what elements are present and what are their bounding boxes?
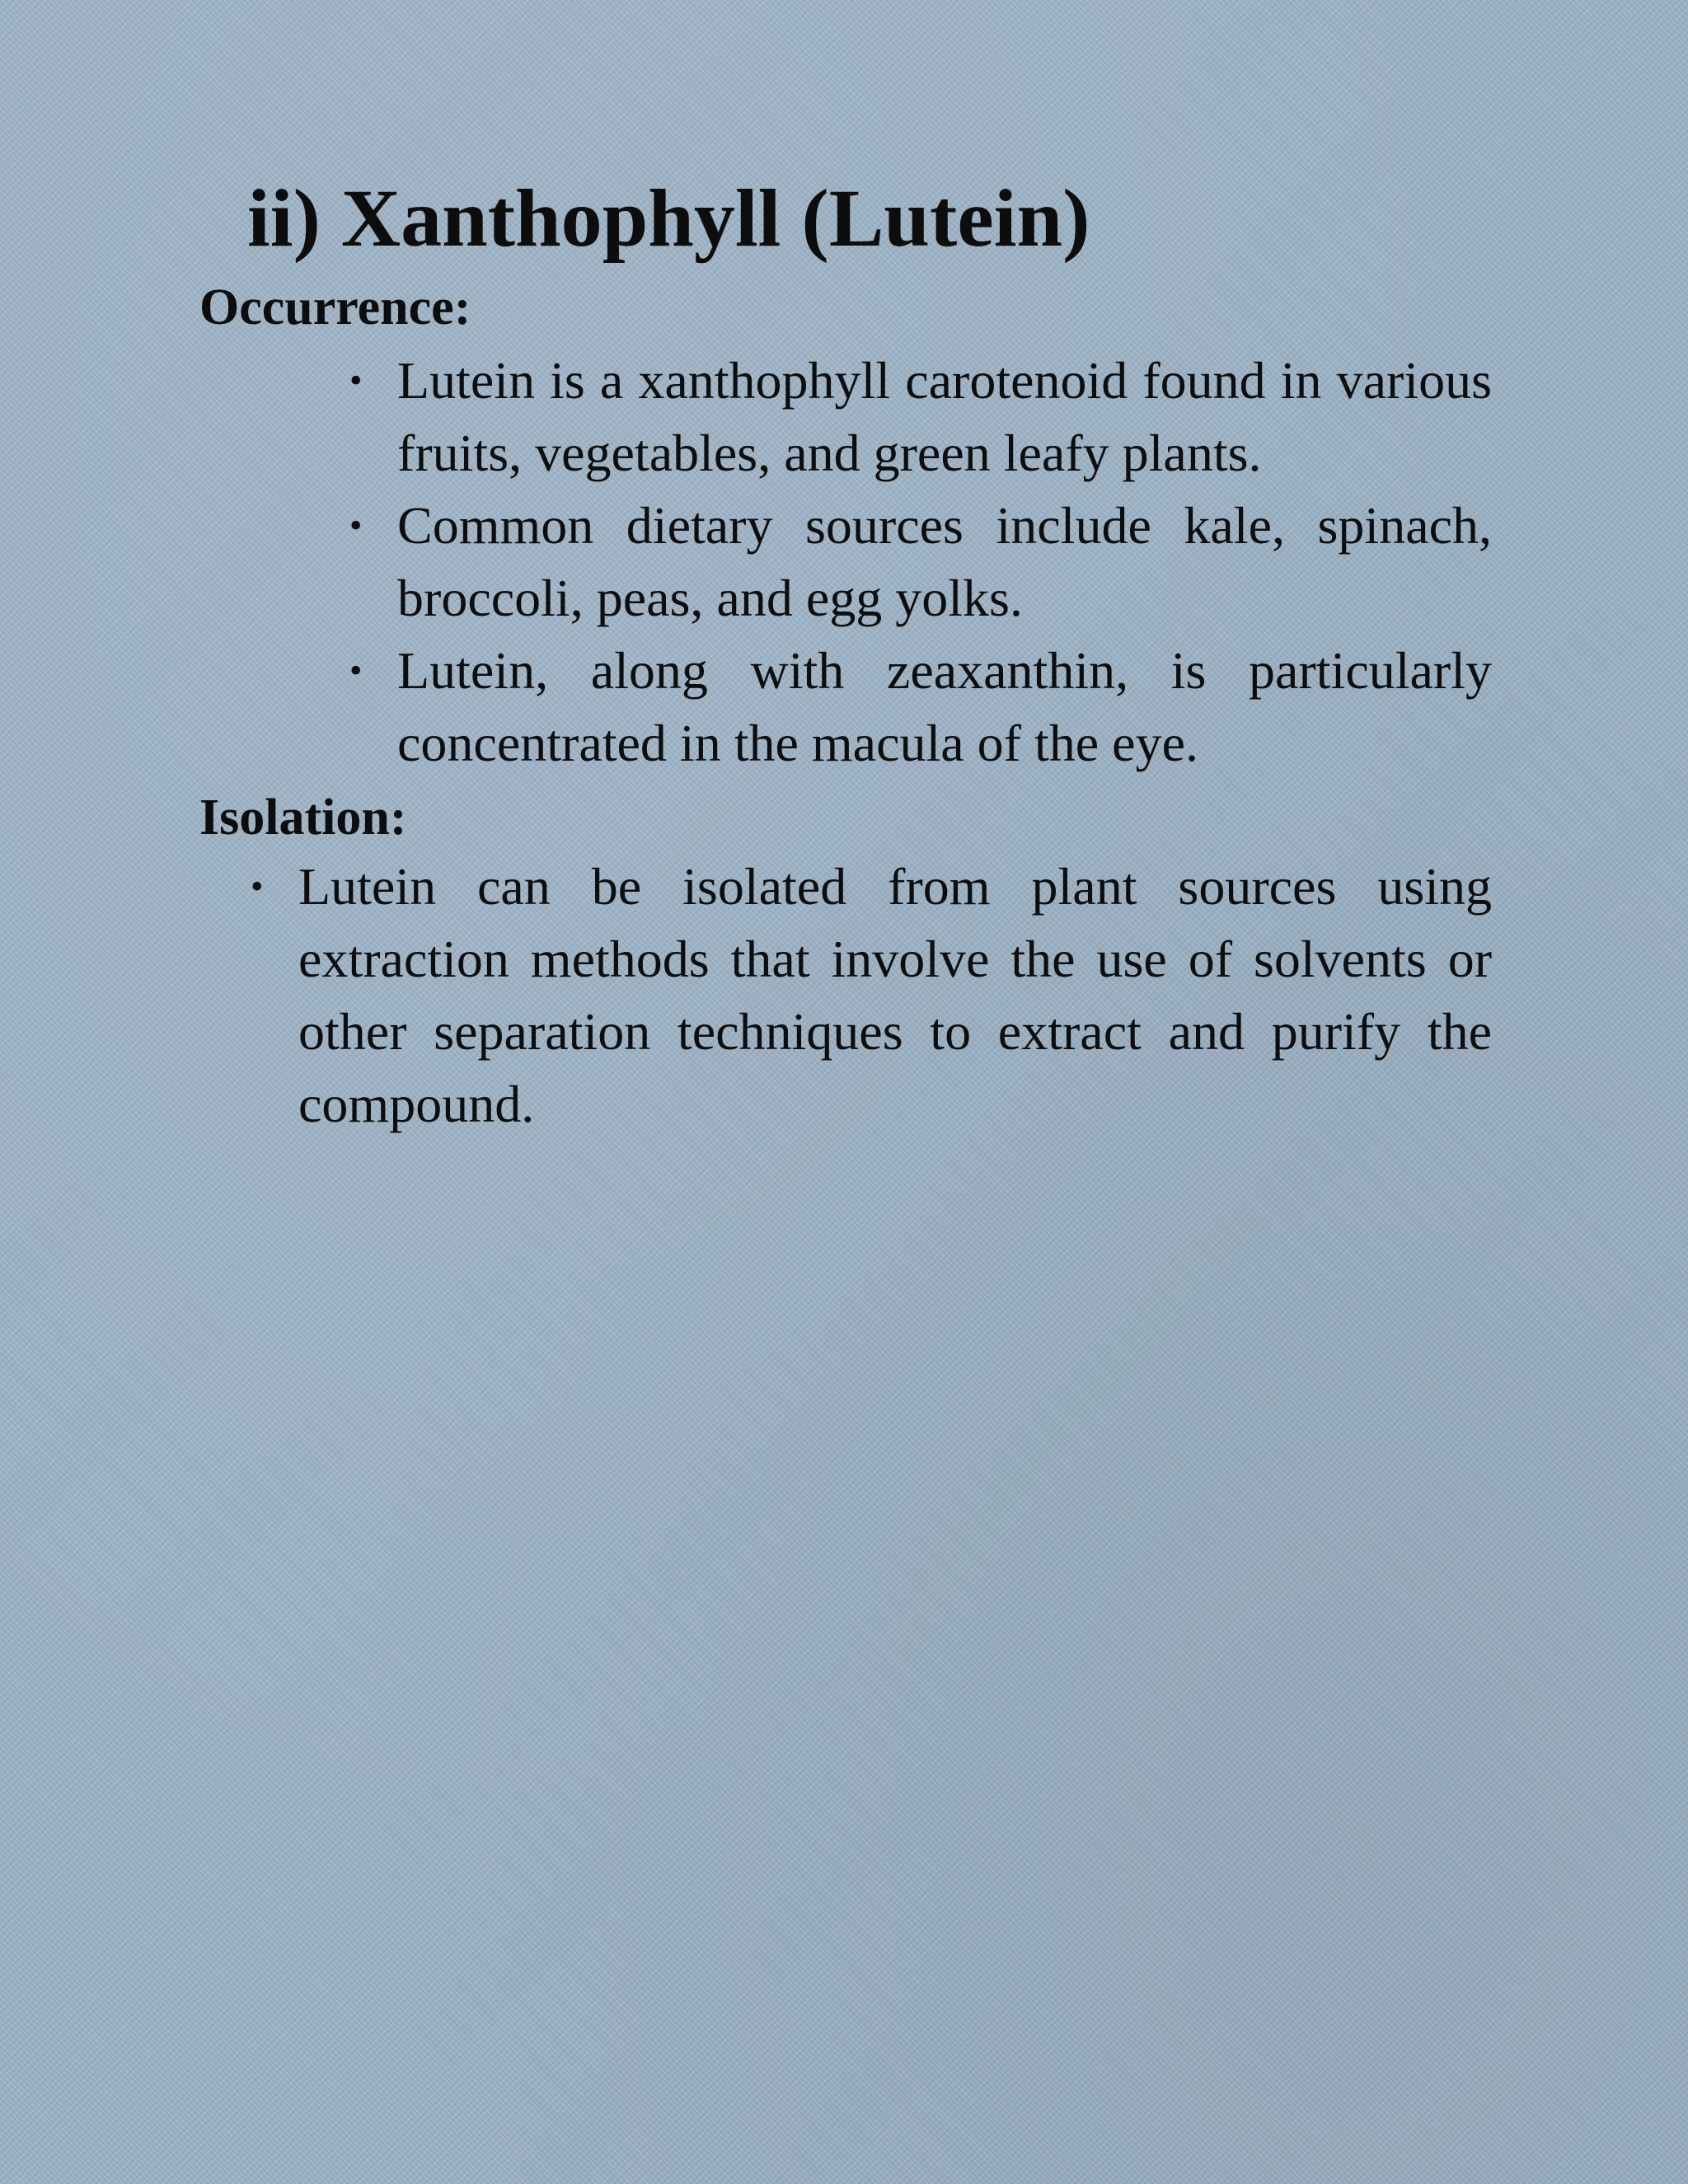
list-item-text: Lutein is a xanthophyll carotenoid found in various fruits, vegetables, and green leafy plants. <box>397 351 1492 482</box>
page-title: ii) Xanthophyll (Lutein) <box>247 172 1090 264</box>
list-item <box>346 490 1492 635</box>
occurrence-heading: Occurrence: <box>199 279 471 335</box>
isolation-list <box>247 851 1492 1141</box>
list-item <box>346 344 1492 490</box>
list-item <box>346 635 1492 780</box>
bullet-icon: • <box>251 866 264 907</box>
list-item-text: Lutein can be isolated from plant sources using extraction methods that involve the use of solvents or other separation techniques to extract and purify the compound. <box>298 857 1492 1133</box>
list-item-text: Lutein, along with zeaxanthin, is particularly concentrated in the macula of the eye. <box>397 641 1492 772</box>
bullet-icon: • <box>349 505 363 546</box>
list-item-text: Common dietary sources include kale, spinach, broccoli, peas, and egg yolks. <box>397 496 1492 627</box>
list-item <box>247 851 1492 1141</box>
occurrence-list <box>346 344 1492 780</box>
bullet-icon: • <box>349 650 363 691</box>
bullet-icon: • <box>349 360 363 401</box>
isolation-heading: Isolation: <box>199 790 407 846</box>
